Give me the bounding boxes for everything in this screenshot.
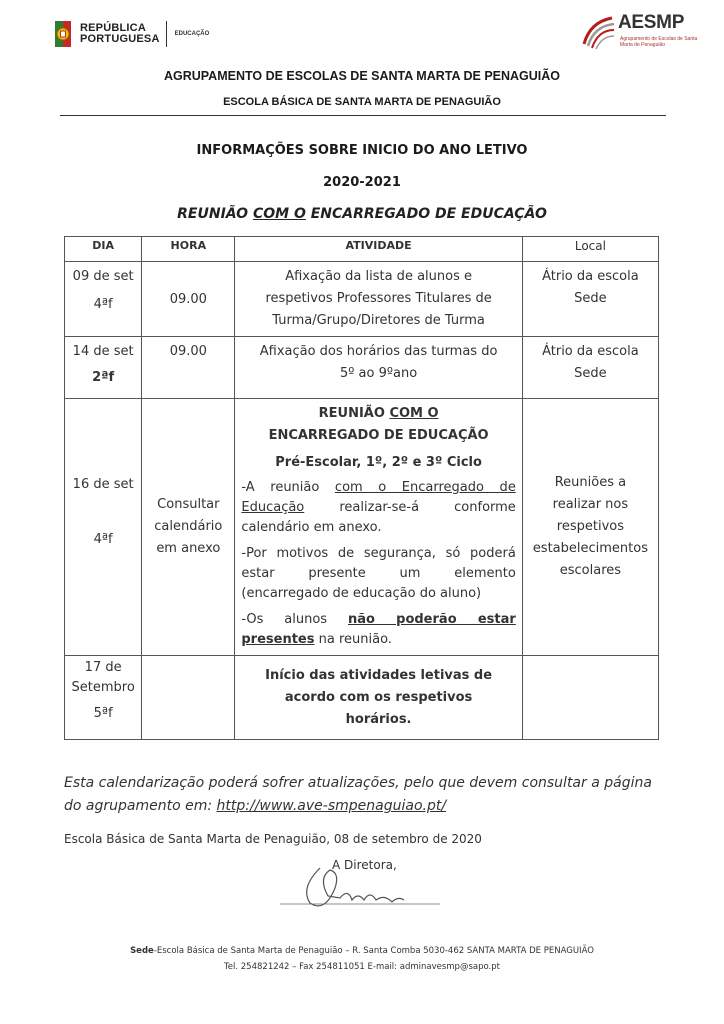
row4-atividade: Início das atividades letivas de acordo com os respetivos horários. (235, 656, 522, 740)
page-title: INFORMAÇÕES SOBRE INICIO DO ANO LETIVO (196, 143, 528, 158)
row3-weekday: 4ªf (93, 532, 113, 547)
row1-atividade: Afixação da lista de alunos e respetivos Professores Titulares de Turma/Grupo/Diretores de Turma (235, 262, 522, 337)
table-row (65, 337, 659, 399)
aesmp-logo (580, 12, 700, 54)
header-hora: HORA (142, 237, 235, 262)
row1-dia (65, 262, 142, 337)
row4-date: 17 de Setembro (71, 660, 135, 695)
director-label: A Diretora, (332, 858, 397, 872)
row3-paragraph-2: -Por motivos de segurança, só poderá estar presente um elemento (encarregado de educação do aluno) (241, 546, 516, 601)
ministry-label: EDUCAÇÃO (174, 31, 210, 37)
row3-heading: REUNIÃO COM O ENCARREGADO DE EDUCAÇÃO (268, 406, 489, 443)
row4-weekday: 5ªf (93, 706, 113, 721)
table-row (65, 399, 659, 656)
logo-divider (166, 21, 167, 47)
director-signature (280, 858, 450, 918)
update-note: Esta calendarização poderá sofrer atualizações, pelo que devem consultar a página do agrupamento em: http://www.ave-smpenaguiao.pt/ (64, 775, 652, 814)
republica-line2: PORTUGUESA (80, 33, 160, 45)
footer-address: Sede-Escola Básica de Santa Marta de Penaguião – R. Santa Comba 5030-462 SANTA MARTA DE PENAGUIÃO (130, 946, 594, 956)
row2-dia (65, 337, 142, 399)
row1-weekday: 4ªf (93, 297, 113, 312)
republica-portuguesa-logo (52, 16, 212, 52)
row4-dia (65, 656, 142, 740)
header-atividade: ATIVIDADE (235, 237, 522, 262)
header-divider (60, 115, 666, 116)
row3-paragraph-1: -A reunião com o Encarregado de Educação realizar-se-á conforme calendário em anexo. (241, 480, 516, 535)
row3-levels: Pré-Escolar, 1º, 2º e 3º Ciclo (275, 455, 482, 470)
row2-weekday: 2ªf (92, 370, 115, 385)
republica-line1: REPÚBLICA (80, 22, 146, 34)
school-year: 2020-2021 (323, 175, 401, 190)
row2-local: Átrio da escola Sede (522, 337, 658, 399)
agrupamento-link[interactable]: http://www.ave-smpenaguiao.pt/ (216, 798, 447, 814)
school-name: ESCOLA BÁSICA DE SANTA MARTA DE PENAGUIÃO (223, 96, 501, 108)
row3-date: 16 de set (72, 477, 134, 492)
row1-date: 09 de set (72, 269, 134, 284)
aesmp-tagline: Agrupamento de Escolas de Santa Marta de Penaguião (620, 36, 698, 48)
portugal-emblem-icon (52, 19, 74, 49)
header-local: Local (522, 237, 658, 262)
row3-paragraph-3: -Os alunos não poderão estar presentes na reunião. (241, 612, 516, 647)
meeting-subtitle: REUNIÃO COM O ENCARREGADO DE EDUCAÇÃO (177, 206, 547, 222)
row2-date: 14 de set (72, 344, 134, 359)
row2-hora: 09.00 (142, 337, 235, 399)
row3-hora: Consultar calendário em anexo (142, 399, 235, 656)
row3-local: Reuniões a realizar nos respetivos estabelecimentos escolares (522, 399, 658, 656)
table-header-row (65, 237, 659, 262)
row4-hora (142, 656, 235, 740)
row3-atividade (235, 399, 522, 656)
schedule-table (64, 236, 659, 740)
row1-hora: 09.00 (142, 262, 235, 337)
row4-local (522, 656, 658, 740)
table-row (65, 262, 659, 337)
aesmp-name: AESMP (618, 12, 685, 33)
aesmp-emblem-icon (580, 14, 616, 50)
org-name: AGRUPAMENTO DE ESCOLAS DE SANTA MARTA DE PENAGUIÃO (163, 69, 561, 83)
row3-dia (65, 399, 142, 656)
place-and-date: Escola Básica de Santa Marta de Penaguião, 08 de setembro de 2020 (64, 832, 482, 846)
footer-contacts: Tel. 254821242 – Fax 254811051 E-mail: adminavesmp@sapo.pt (224, 962, 500, 972)
row2-atividade: Afixação dos horários das turmas do 5º ao 9ºano (235, 337, 522, 399)
table-row (65, 656, 659, 740)
header-dia: DIA (65, 237, 142, 262)
row1-local: Átrio da escola Sede (522, 262, 658, 337)
